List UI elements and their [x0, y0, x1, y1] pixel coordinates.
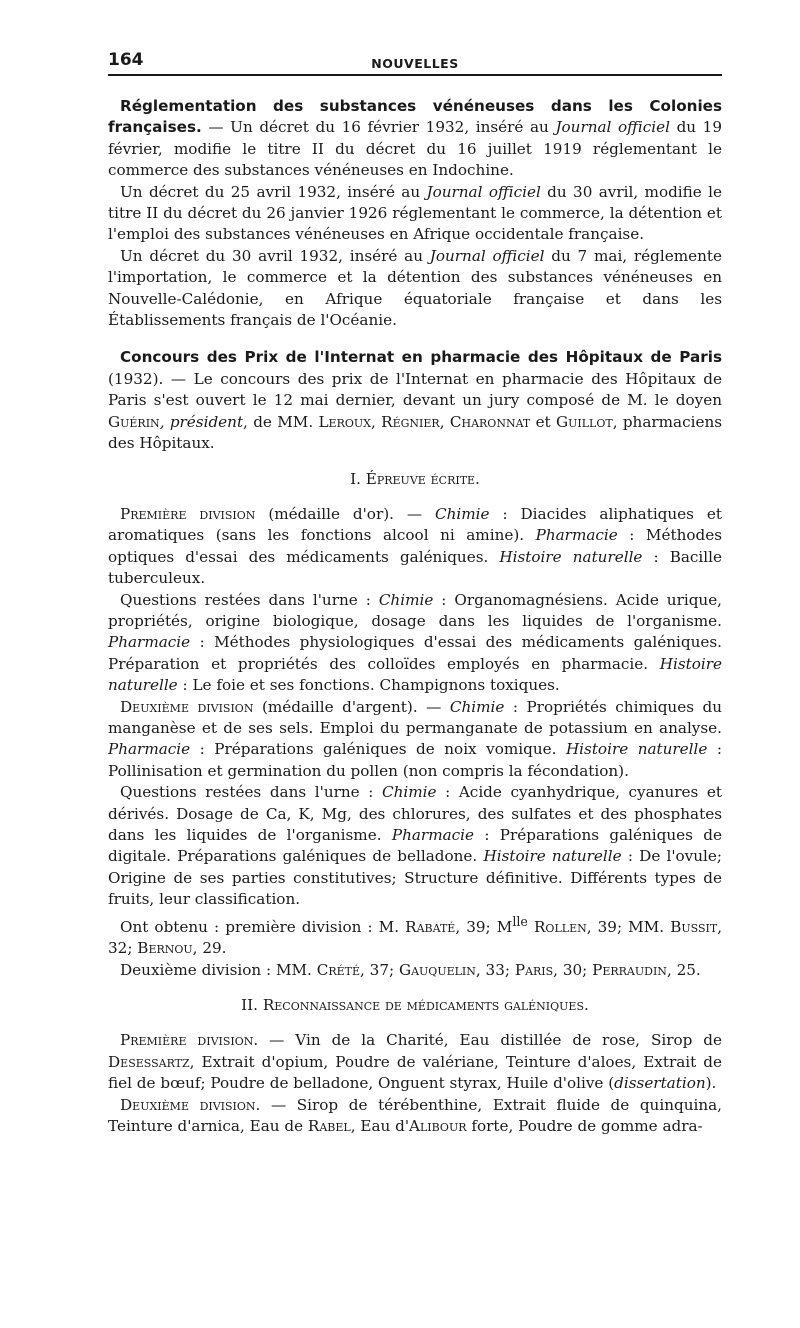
division-label: Deuxième division [120, 697, 254, 716]
text: , de MM. [243, 412, 319, 431]
text: (1932). [108, 369, 164, 388]
text: : Méthodes optiques d'essai des médicaments galéniques. [108, 526, 722, 566]
page-number: 164 [108, 50, 144, 70]
paragraph [108, 960, 722, 981]
text: : Préparations galéniques de digitale. Préparations galéniques de belladone. [108, 826, 722, 866]
heading-number: II. [241, 995, 263, 1014]
text: , 39; MM. [586, 917, 671, 936]
paragraph [108, 697, 722, 783]
document-page [108, 44, 722, 1137]
text: : Propriétés chimiques du manganèse et de ses sels. Emploi du permanganate de potassium en analyse. [108, 697, 722, 737]
text: Deuxième division : MM. [120, 960, 317, 979]
page-header [108, 44, 722, 76]
text: : Diacides aliphatiques et aromatiques (sans les fonctions alcool ni amine). [108, 504, 722, 545]
heading-number: I. [350, 469, 366, 488]
subject: Histoire naturelle [483, 847, 622, 866]
text: , Extrait d'opium, Poudre de valériane, Teinture d'aloes, Extrait de fiel de bœuf; Poudre de belladone, Onguent styrax, Huile d'olive ( [108, 1052, 722, 1093]
text: (médaille d'or). — [255, 504, 436, 523]
subject: Chimie [378, 590, 434, 609]
text: , président [159, 412, 244, 431]
person-name: Paris [514, 960, 554, 979]
text: : Préparations galéniques de noix vomique. [190, 740, 566, 759]
subject: Pharmacie [391, 826, 474, 844]
text: — Un décret du 16 février 1932, inséré au [201, 118, 556, 137]
running-title: NOUVELLES [371, 56, 459, 71]
person-name: Desessartz [108, 1052, 190, 1071]
text: : De l'ovule; Origine de ses parties constitutives; Structure définitive. Différents types de fruits, leur classification. [108, 847, 723, 909]
subject: Pharmacie [108, 740, 191, 759]
text: — Le concours des prix de l'Internat en pharmacie des Hôpitaux de Paris s'est ouvert le 12 mai dernier, devant un jury composé de M. le doyen [108, 369, 722, 410]
text: du 19 février, modifie le titre [108, 118, 723, 158]
person-name: Rabel [307, 1116, 351, 1135]
paragraph [108, 246, 722, 332]
text: du décret du 26 janvier 1926 réglementant le commerce, la détention et l'emploi des substances vénéneuses en Afrique occidentale française. [108, 204, 722, 244]
subject: Histoire naturelle [499, 547, 643, 566]
journal-name: Journal officiel [555, 118, 670, 137]
paragraph [108, 782, 722, 910]
text: , 32; [108, 917, 723, 958]
text: : Méthodes physiologiques d'essai des médicaments galéniques. Préparation et propriétés des colloïdes employés en pharmacie. [108, 633, 722, 673]
text: Questions restées dans l'urne : [120, 590, 379, 609]
section-title: Concours des Prix de l'Internat en pharmacie des Hôpitaux de Paris [120, 348, 722, 367]
person-name: Leroux [318, 412, 371, 431]
text: (médaille d'argent). — [253, 697, 450, 716]
superscript: lle [512, 913, 528, 929]
text: : Pollinisation et germination du pollen (non compris la fécondation). [108, 740, 722, 780]
person-name: Charonnat [449, 412, 531, 431]
person-name: Rabaté [405, 917, 456, 936]
subsection-heading [108, 469, 722, 490]
text: — Sirop de térébenthine, Extrait fluide de quinquina, Teinture d'arnica, Eau de [108, 1095, 723, 1135]
paragraph [108, 504, 722, 590]
subject: Pharmacie [108, 633, 191, 652]
text: du 7 mai, réglemente l'importation, le commerce et la détention des substances vénéneuses en Nouvelle-Calédonie, en Afrique équatoriale française et dans les Établissements français de l'Océanie. [108, 246, 722, 330]
text: , 29. [192, 939, 227, 958]
journal-name: Journal officiel [429, 246, 545, 265]
text: , 39; M [455, 917, 513, 936]
subsection-heading [108, 995, 722, 1016]
text: : Le foie et ses fonctions. Champignons toxiques. [177, 676, 560, 695]
section-title: Réglementation des substances vénéneuses dans les Colonies françaises. [108, 97, 722, 137]
text: : Acide cyanhydrique, cyanures et dérivés. Dosage de Ca, K, Mg, des chlorures, des sulfates et des phosphates dans les liquides de l'organisme. [108, 783, 722, 844]
paragraph [108, 182, 722, 246]
person-name: Bussit [670, 917, 718, 936]
text: Ont obtenu : première division : M. [120, 917, 406, 936]
paragraph [108, 1030, 722, 1094]
paragraph [108, 911, 722, 960]
paragraph [108, 96, 722, 182]
subject: Chimie [435, 504, 490, 523]
text: , 37; [360, 960, 399, 979]
text: Un décret du 30 avril 1932, inséré au [120, 246, 430, 265]
text: , pharmaciens des Hôpitaux. [108, 412, 723, 453]
division-label: Deuxième division. [120, 1095, 261, 1114]
text: du décret du 16 juillet 1919 réglementant le commerce des substances vénéneuses en Indochine. [108, 139, 722, 180]
subject: Pharmacie [535, 526, 618, 545]
text: Un décret du 25 avril 1932, inséré au [120, 182, 427, 201]
roman-numeral: II [146, 204, 159, 223]
division-label: Première division. [120, 1031, 259, 1050]
paragraph [108, 590, 722, 697]
text: : Organomagnésiens. Acide urique, propriétés, origine biologique, dosage dans les liquides de l'organisme. [108, 590, 723, 630]
person-name: Perraudin [592, 960, 667, 979]
heading-text: Épreuve écrite. [365, 469, 480, 488]
text: — Vin de la Charité, Eau distillée de rose, Sirop de [258, 1031, 722, 1050]
subject: Histoire naturelle [565, 740, 708, 759]
text: : Bacille tuberculeux. [108, 547, 722, 588]
text: dissertation [614, 1074, 706, 1093]
text: ). [705, 1074, 717, 1093]
text: , 30; [553, 960, 593, 979]
subject: Chimie [449, 697, 505, 716]
person-name: Bernou [137, 939, 193, 958]
person-name: Guillot [555, 412, 613, 431]
text: du 30 avril, modifie le titre [108, 182, 722, 223]
paragraph [108, 1095, 722, 1138]
person-name: Guérin [108, 412, 160, 431]
text: , 33; [475, 960, 515, 979]
text: , Eau d' [350, 1116, 410, 1135]
heading-text: Reconnaissance de médicaments galéniques. [262, 995, 589, 1014]
text: forte, Poudre de gomme adra- [466, 1116, 703, 1135]
paragraph: Concours des Prix de l'Internat en pharmacie des Hôpitaux de Paris (1932). — Le concours des prix de l'Internat en pharmacie des Hôpitaux de Paris s'est ouvert le 12 mai dernier, devant un jury composé de M. le doyen Guérin, président, de MM. Leroux, Régnier, Charonnat et Guillot, pharmaciens des Hôpitaux. [108, 348, 723, 453]
text: Questions restées dans l'urne : [120, 783, 382, 802]
person-name: Régnier [381, 412, 440, 431]
text: , 25. [666, 960, 701, 979]
person-name: Gauquelin [398, 960, 476, 979]
division-label: Première division [120, 504, 256, 523]
subject: Histoire naturelle [108, 654, 722, 695]
person-name: Alibour [409, 1116, 467, 1135]
person-name: Crété [316, 960, 361, 979]
subject: Chimie [381, 783, 437, 802]
person-name: Rollen [534, 917, 587, 936]
roman-numeral: II [311, 139, 324, 158]
journal-name: Journal officiel [426, 182, 541, 201]
text: et [530, 412, 556, 431]
